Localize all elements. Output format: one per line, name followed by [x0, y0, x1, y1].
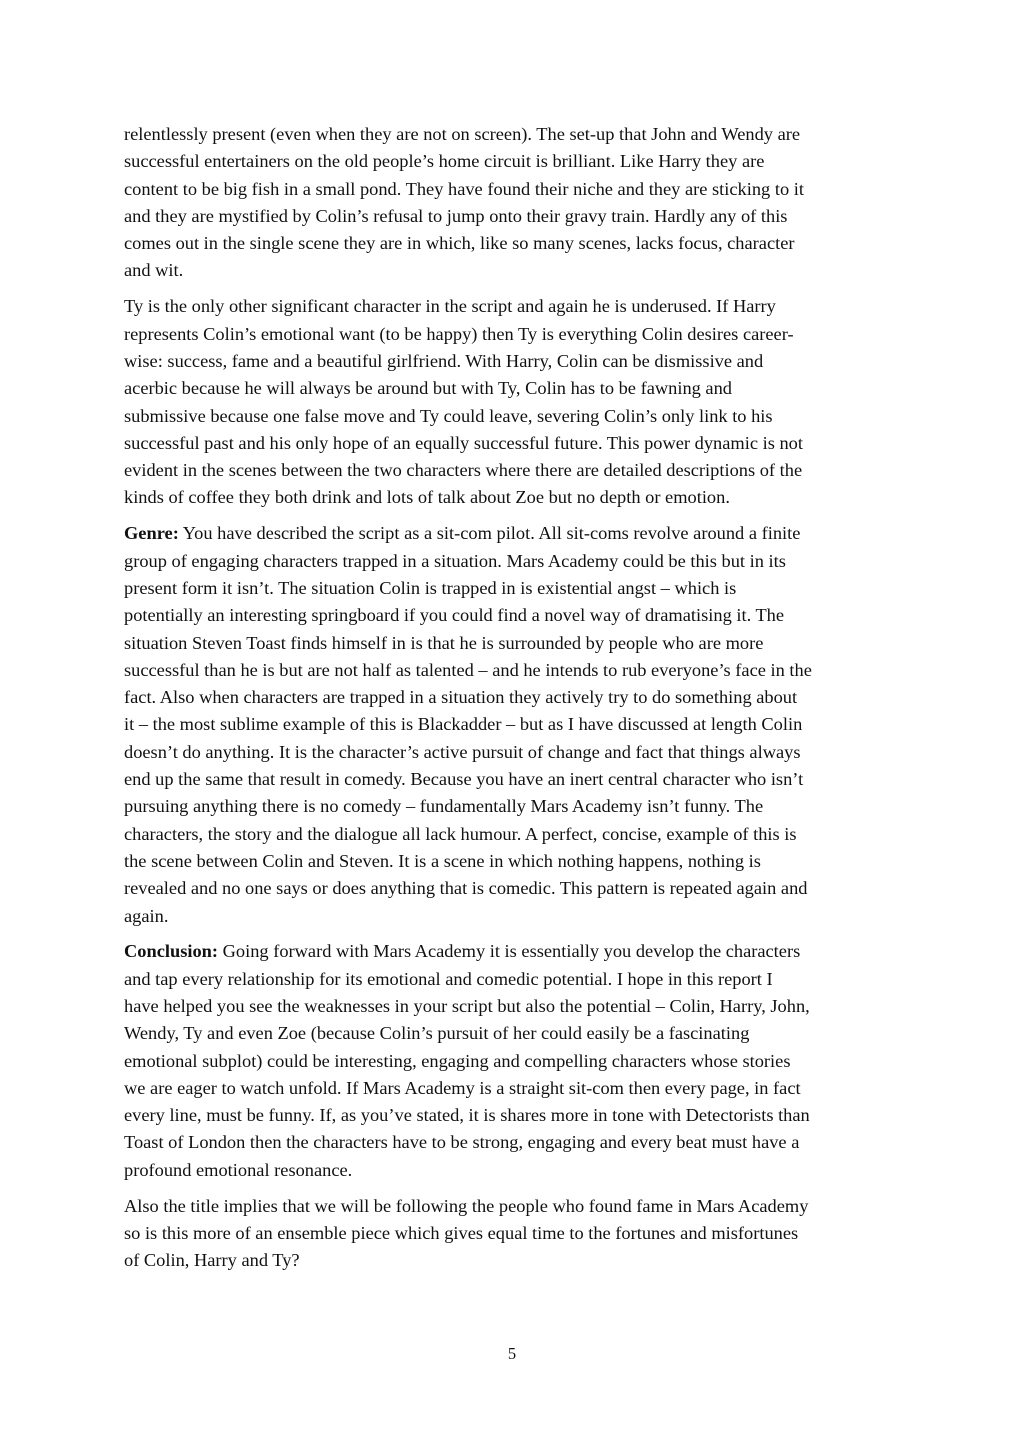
text-line: kinds of coffee they both drink and lots of talk about Zoe but no depth or emotion. [124, 487, 730, 508]
text-line: group of engaging characters trapped in a situation. Mars Academy could be this but in its [124, 550, 786, 571]
text-line: relentlessly present (even when they are not on screen). The set-up that John and Wendy are [124, 124, 801, 144]
conclusion-heading: Conclusion: [124, 941, 219, 962]
text-line: represents Colin’s emotional want (to be happy) then Ty is everything Colin desires career- [124, 323, 794, 344]
text-run: Going forward with Mars Academy it is essentially you develop the characters [218, 941, 801, 962]
document-body [124, 121, 914, 1283]
text-line: potentially an interesting springboard if you could find a novel way of dramatising it. The [124, 605, 785, 626]
text-line: and they are mystified by Colin’s refusal to jump onto their gravy train. Hardly any of this [124, 205, 788, 226]
paragraph-conclusion [124, 938, 914, 1184]
text-line: and wit. [124, 260, 184, 281]
text-line: again. [124, 905, 169, 926]
text-line: we are eager to watch unfold. If Mars Academy is a straight sit-com then every page, in fact [124, 1077, 801, 1098]
text-line: successful past and his only hope of an equally successful future. This power dynamic is not [124, 432, 803, 453]
text-line: emotional subplot) could be interesting, engaging and compelling characters whose stories [124, 1050, 791, 1071]
paragraph-genre [124, 520, 914, 929]
text-line [124, 938, 914, 965]
text-line: doesn’t do anything. It is the character’s active pursuit of change and fact that things always [124, 741, 801, 762]
text-line: Also the title implies that we will be following the people who found fame in Mars Academy [124, 1195, 809, 1216]
text-line: the scene between Colin and Steven. It is a scene in which nothing happens, nothing is [124, 850, 761, 871]
text-line: fact. Also when characters are trapped in a situation they actively try to do something about [124, 687, 798, 708]
text-line: content to be big fish in a small pond. They have found their niche and they are sticking to it [124, 178, 804, 199]
page-number: 5 [507, 1344, 517, 1363]
text-line: comes out in the single scene they are in which, like so many scenes, lacks focus, character [124, 233, 795, 254]
text-line: wise: success, fame and a beautiful girlfriend. With Harry, Colin can be dismissive and [124, 350, 764, 371]
genre-heading: Genre: [124, 523, 179, 544]
text-line: pursuing anything there is no comedy – fundamentally Mars Academy isn’t funny. The [124, 796, 764, 817]
text-line: end up the same that result in comedy. Because you have an inert central character who isn’t [124, 769, 804, 790]
paragraph-john-wendy [124, 121, 914, 285]
text-line: it – the most sublime example of this is Blackadder – but as I have discussed at length Colin [124, 714, 803, 735]
paragraph-title-note [124, 1193, 914, 1275]
text-line: present form it isn’t. The situation Colin is trapped in is existential angst – which is [124, 577, 737, 598]
text-line: Toast of London then the characters have to be strong, engaging and every beat must have a [124, 1132, 800, 1153]
text-line: and tap every relationship for its emotional and comedic potential. I hope in this report I [124, 968, 773, 989]
text-line: have helped you see the weaknesses in your script but also the potential – Colin, Harry, John, [124, 995, 810, 1016]
text-line: situation Steven Toast finds himself in is that he is surrounded by people who are more [124, 632, 764, 653]
text-line: Ty is the only other significant character in the script and again he is underused. If Harry [124, 296, 776, 317]
text-line: so is this more of an ensemble piece which gives equal time to the fortunes and misfortunes [124, 1222, 799, 1243]
text-line: Wendy, Ty and even Zoe (because Colin’s pursuit of her could easily be a fascinating [124, 1023, 750, 1044]
text-line: characters, the story and the dialogue all lack humour. A perfect, concise, example of this is [124, 823, 797, 844]
text-line: revealed and no one says or does anything that is comedic. This pattern is repeated again and [124, 878, 808, 899]
text-line [124, 520, 914, 547]
text-line: acerbic because he will always be around but with Ty, Colin has to be fawning and [124, 378, 732, 399]
text-line: of Colin, Harry and Ty? [124, 1250, 300, 1271]
text-run: You have described the script as a sit-com pilot. All sit-coms revolve around a finite [178, 523, 801, 544]
paragraph-ty [124, 293, 914, 511]
text-line: submissive because one false move and Ty could leave, severing Colin’s only link to his [124, 405, 773, 426]
text-line: successful than he is but are not half as talented – and he intends to rub everyone’s face in the [124, 659, 812, 680]
text-line: successful entertainers on the old people’s home circuit is brilliant. Like Harry they are [124, 151, 765, 172]
text-line: every line, must be funny. If, as you’ve stated, it is shares more in tone with Detectorists than [124, 1105, 810, 1126]
text-line: evident in the scenes between the two characters where there are detailed descriptions of the [124, 460, 803, 481]
text-line: profound emotional resonance. [124, 1159, 353, 1180]
